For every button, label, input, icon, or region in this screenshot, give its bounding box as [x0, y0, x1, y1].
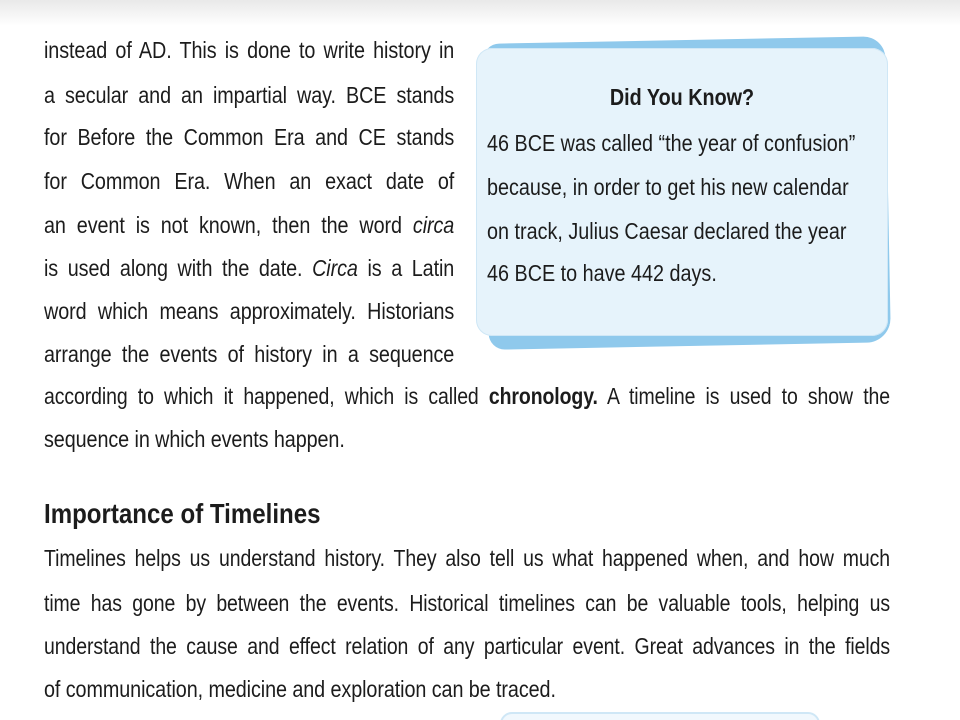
text-run: A timeline is used to show the — [597, 383, 890, 409]
did-you-know-line: on track, Julius Caesar declared the year — [487, 218, 847, 244]
text-run: an event is not known, then the word — [44, 212, 413, 238]
did-you-know-title: Did You Know? — [609, 84, 755, 110]
body-text-line: for Common Era. When an exact date of — [44, 168, 455, 194]
body-text-line: instead of AD. This is done to write history in — [44, 37, 455, 63]
body-text-line — [44, 254, 454, 282]
body-text-line: a secular and an impartial way. BCE stands — [44, 82, 455, 108]
top-shade — [0, 0, 960, 26]
body-text-line: sequence in which events happen. — [44, 426, 345, 452]
next-callout-box-edge — [500, 712, 820, 720]
text-run: according to which it happened, which is called — [44, 383, 489, 409]
body-text-line: arrange the events of history in a sequence — [44, 341, 455, 367]
did-you-know-line: because, in order to get his new calendar — [487, 174, 849, 200]
did-you-know-line: 46 BCE to have 442 days. — [487, 260, 717, 286]
section-heading: Importance of Timelines — [44, 498, 321, 529]
italic-term-circa: circa — [412, 212, 455, 238]
italic-term-circa: Circa — [312, 255, 358, 281]
body-text-line: time has gone by between the events. Historical timelines can be valuable tools, helping us — [44, 590, 890, 616]
text-run: is used along with the date. — [44, 255, 313, 281]
body-text-line: word which means approximately. Historians — [44, 298, 455, 324]
body-text-line: Timelines helps us understand history. They also tell us what happened when, and how much — [44, 545, 890, 571]
text-run: is a Latin — [357, 255, 455, 281]
did-you-know-line: 46 BCE was called “the year of confusion” — [487, 130, 856, 156]
body-text-line — [44, 382, 890, 410]
body-text-line: for Before the Common Era and CE stands — [44, 124, 455, 150]
body-text-line: of communication, medicine and exploration can be traced. — [44, 676, 556, 702]
body-text-line: understand the cause and effect relation of any particular event. Great advances in the fields — [44, 633, 890, 659]
bold-term-chronology: chronology. — [488, 383, 598, 409]
body-text-line — [44, 211, 454, 239]
